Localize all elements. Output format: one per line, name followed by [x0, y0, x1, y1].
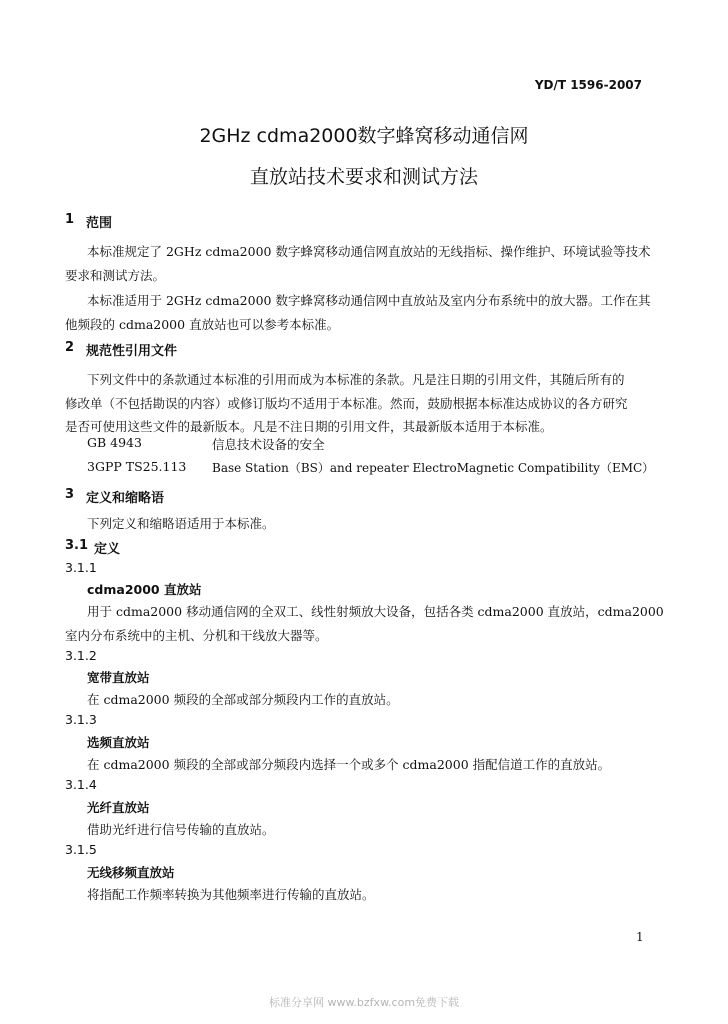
reference-code: GB 4943 [87, 435, 142, 450]
definition-term: 光纤直放站 [87, 800, 150, 815]
document-title-line2: 直放站技术要求和测试方法 [249, 166, 478, 188]
section-3-intro: 下列定义和缩略语适用于本标准。 [87, 516, 275, 531]
footer-watermark[interactable]: 标准分享网 www.bzfxw.com免费下载 [268, 996, 460, 1009]
definition-text-line-1: 将指配工作频率转换为其他频率进行传输的直放站。 [87, 887, 375, 902]
section-3-heading: 定义和缩略语 [86, 491, 165, 506]
page-number: 1 [636, 930, 644, 944]
section-2-paragraph-line-1: 下列文件中的条款通过本标准的引用而成为本标准的条款。凡是注日期的引用文件，其随后所有的 [87, 372, 625, 387]
definition-term: cdma2000 直放站 [87, 582, 202, 597]
section-1-heading: 范围 [86, 216, 113, 231]
definition-number: 3.1.5 [65, 842, 97, 857]
reference-code: 3GPP TS25.113 [87, 459, 187, 474]
subsection-3-1-heading: 定义 [94, 542, 121, 557]
subsection-3-1-number: 3.1 [65, 538, 89, 553]
definition-text-line-1: 借助光纤进行信号传输的直放站。 [87, 822, 275, 837]
definition-text-line-2: 室内分布系统中的主机、分机和干线放大器等。 [65, 628, 328, 643]
definition-term: 宽带直放站 [87, 670, 150, 685]
definition-number: 3.1.1 [65, 560, 97, 575]
definition-text-line-1: 用于 cdma2000 移动通信网的全双工、线性射频放大设备，包括各类 cdma2000 直放站，cdma2000 [87, 604, 664, 619]
section-2-heading: 规范性引用文件 [86, 344, 178, 359]
section-1-paragraph-1-line-2: 要求和测试方法。 [65, 268, 166, 283]
definition-number: 3.1.3 [65, 712, 97, 727]
definition-text-line-1: 在 cdma2000 频段的全部或部分频段内工作的直放站。 [87, 692, 399, 707]
reference-title: 信息技术设备的安全 [212, 437, 325, 452]
section-3-number: 3 [65, 487, 75, 502]
reference-title: Base Station（BS）and repeater ElectroMagnetic Compatibility（EMC） [212, 461, 655, 475]
section-1-paragraph-2-line-1: 本标准适用于 2GHz cdma2000 数字蜂窝移动通信网中直放站及室内分布系统中的放大器。工作在其 [87, 293, 651, 308]
section-2-paragraph-line-2: 修改单（不包括勘误的内容）或修订版均不适用于本标准。然而，鼓励根据本标准达成协议的各方研究 [65, 396, 628, 411]
definition-text-line-1: 在 cdma2000 频段的全部或部分频段内选择一个或多个 cdma2000 指配信道工作的直放站。 [87, 757, 611, 772]
document-title-line1: 2GHz cdma2000数字蜂窝移动通信网 [199, 125, 529, 147]
definition-term: 无线移频直放站 [87, 865, 175, 880]
section-1-number: 1 [65, 212, 75, 227]
section-2-number: 2 [65, 340, 75, 355]
definition-number: 3.1.4 [65, 777, 97, 792]
standard-code: YD/T 1596-2007 [534, 78, 642, 92]
section-1-paragraph-1-line-1: 本标准规定了 2GHz cdma2000 数字蜂窝移动通信网直放站的无线指标、操作维护、环境试验等技术 [87, 244, 651, 259]
definition-number: 3.1.2 [65, 648, 97, 663]
section-2-paragraph-line-3: 是否可使用这些文件的最新版本。凡是不注日期的引用文件，其最新版本适用于本标准。 [65, 419, 553, 434]
definition-term: 选频直放站 [87, 735, 150, 750]
section-1-paragraph-2-line-2: 他频段的 cdma2000 直放站也可以参考本标准。 [65, 317, 340, 332]
